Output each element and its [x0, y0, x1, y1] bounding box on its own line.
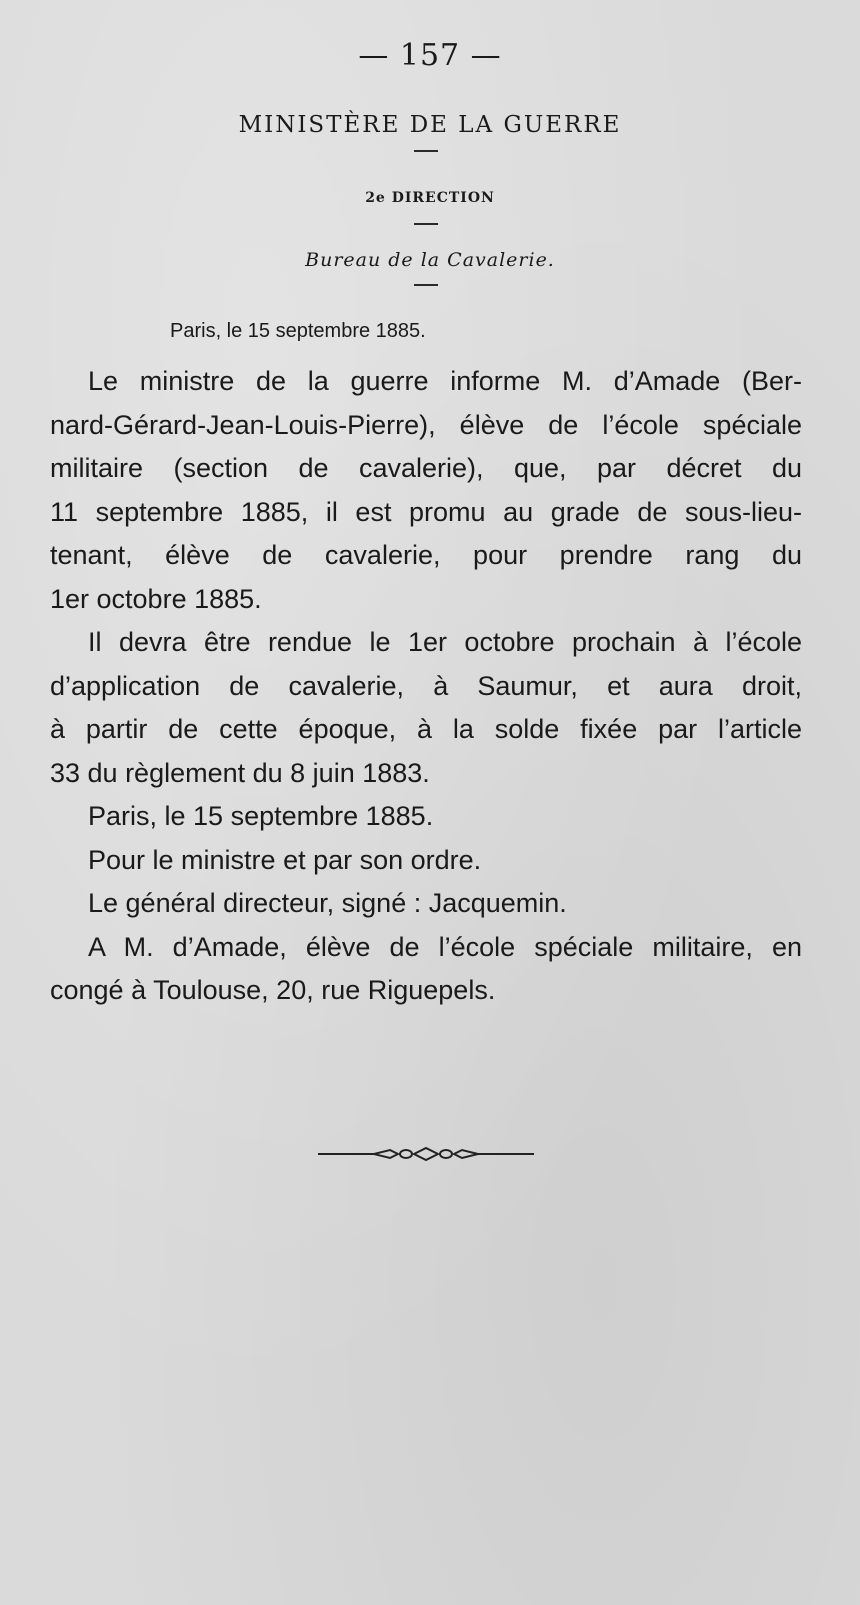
place-date-line: Paris, le 15 septembre 1885.	[170, 320, 426, 342]
separator-dash	[414, 150, 438, 152]
body-line: Il devra être rendue le 1er octobre prochain à l’école	[88, 627, 802, 657]
body-line: 1er octobre 1885.	[50, 583, 262, 614]
body-line: d’application de cavalerie, à Saumur, et aura droit,	[50, 670, 802, 701]
body-line: congé à Toulouse, 20, rue Riguepels.	[50, 975, 496, 1005]
body-line: Le ministre de la guerre informe M. d’Amade (Ber-	[88, 366, 802, 396]
separator-dash	[414, 284, 438, 286]
body-line: 33 du règlement du 8 juin 1883.	[50, 757, 430, 788]
body-line: 11 septembre 1885, il est promu au grade de sous-lieu-	[50, 496, 802, 527]
separator-dash	[414, 223, 438, 225]
body-line: nard-Gérard-Jean-Louis-Pierre), élève de l’école spéciale	[50, 409, 802, 440]
ornamental-divider	[318, 1146, 534, 1162]
body-line: Pour le ministre et par son ordre.	[88, 844, 482, 875]
body-line: Le général directeur, signé : Jacquemin.	[88, 888, 567, 918]
ministry-heading: MINISTÈRE DE LA GUERRE	[238, 112, 622, 138]
body-line: à partir de cette époque, à la solde fixée par l’article	[50, 714, 802, 744]
body-line: tenant, élève de cavalerie, pour prendre rang du	[50, 540, 802, 570]
body-line: Paris, le 15 septembre 1885.	[88, 801, 434, 831]
body-line: militaire (section de cavalerie), que, par décret du	[50, 453, 802, 483]
direction-heading: 2e DIRECTION	[365, 190, 495, 206]
letter-body	[50, 360, 802, 1013]
page-number: — 157 —	[358, 38, 502, 73]
body-line: A M. d’Amade, élève de l’école spéciale militaire, en	[88, 931, 802, 962]
bureau-heading: Bureau de la Cavalerie.	[305, 249, 555, 271]
